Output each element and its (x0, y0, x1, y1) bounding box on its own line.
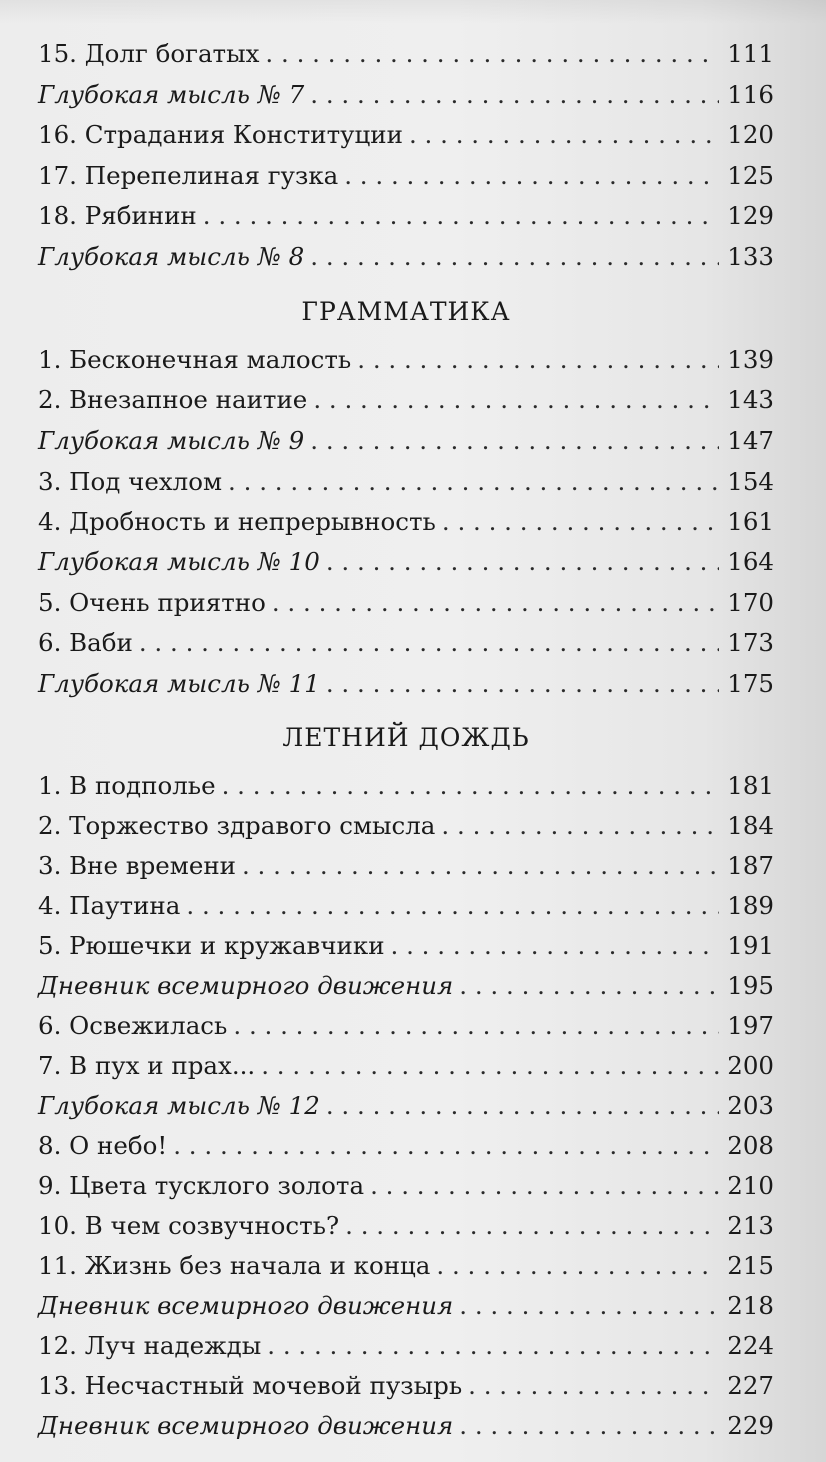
section-heading: ЛЕТНИЙ ДОЖДЬ (282, 723, 530, 752)
section-heading: ГРАММАТИКА (301, 297, 511, 326)
toc-entry-title: 7. В пух и прах... (38, 1051, 256, 1080)
toc-entry (38, 462, 774, 502)
dot-leader (173, 1126, 719, 1166)
dot-leader (442, 502, 719, 542)
toc-entry (38, 340, 774, 380)
dot-leader (310, 75, 719, 115)
dot-leader (203, 196, 719, 236)
toc-entry-page: 154 (727, 467, 774, 496)
toc-entry-page: 111 (727, 39, 774, 68)
toc-entry (38, 806, 774, 846)
toc-entry-page: 120 (727, 120, 774, 149)
dot-leader (370, 1166, 719, 1206)
toc-entry-title: 5. Рюшечки и кружавчики (38, 931, 385, 960)
toc-entry-title: 5. Очень приятно (38, 588, 266, 617)
toc-entry-title: 11. Жизнь без начала и конца (38, 1251, 431, 1280)
toc-entry (38, 421, 774, 461)
dot-leader (310, 237, 719, 277)
toc-entry-title: 18. Рябинин (38, 201, 197, 230)
dot-leader (267, 1326, 719, 1366)
dot-leader (468, 1366, 719, 1406)
toc-entry (38, 502, 774, 542)
toc-entry (38, 583, 774, 623)
toc-entry (38, 846, 774, 886)
toc-entry (38, 34, 774, 74)
toc-entry (38, 623, 774, 663)
dot-leader (345, 1206, 719, 1246)
toc-entry-page: 218 (727, 1291, 774, 1320)
dot-leader (186, 886, 719, 926)
toc-entry-page: 116 (727, 80, 774, 109)
toc-entry (38, 115, 774, 155)
toc-entry-page: 213 (727, 1211, 774, 1240)
toc-entry-page: 133 (727, 242, 774, 271)
toc-entry-title: 4. Дробность и непрерывность (38, 507, 436, 536)
dot-leader (261, 1046, 719, 1086)
toc-entry-title: 6. Освежилась (38, 1011, 228, 1040)
toc-entry (38, 664, 774, 704)
dot-leader (222, 766, 720, 806)
toc-entry-page: 161 (727, 507, 774, 536)
toc-entry-title: Глубокая мысль № 12 (38, 1091, 320, 1120)
toc-entry-title: Глубокая мысль № 7 (38, 80, 305, 109)
toc-entry-title: 2. Внезапное наитие (38, 385, 308, 414)
toc-entry-title: 3. Вне времени (38, 851, 236, 880)
toc-entry (38, 1126, 774, 1166)
dot-leader (272, 583, 719, 623)
dot-leader (344, 156, 719, 196)
toc-entry (38, 886, 774, 926)
toc-entry-page: 210 (727, 1171, 774, 1200)
toc-entry-page: 224 (727, 1331, 774, 1360)
toc-entry-page: 164 (727, 547, 774, 576)
dot-leader (313, 380, 719, 420)
toc-entry-page: 147 (727, 426, 774, 455)
toc-entry (38, 1326, 774, 1366)
dot-leader (139, 623, 719, 663)
toc-entry-page: 187 (727, 851, 774, 880)
toc-entry-title: 1. Бесконечная малость (38, 345, 352, 374)
toc-entry-page: 181 (727, 771, 774, 800)
toc-entry (38, 196, 774, 236)
toc-entry-title: 8. О небо! (38, 1131, 168, 1160)
dot-leader (436, 1246, 719, 1286)
toc-entry-title: 15. Долг богатых (38, 39, 260, 68)
toc-entry-page: 189 (727, 891, 774, 920)
toc-entry (38, 542, 774, 582)
toc-entry-title: 12. Луч надежды (38, 1331, 262, 1360)
toc-entry-page: 195 (727, 971, 774, 1000)
toc-entry (38, 1166, 774, 1206)
toc-entry-title: 2. Торжество здравого смысла (38, 811, 436, 840)
toc-entry-title: 9. Цвета тусклого золота (38, 1171, 365, 1200)
toc-entry-title: 3. Под чехлом (38, 467, 223, 496)
toc-entry (38, 966, 774, 1006)
toc-entry-page: 208 (727, 1131, 774, 1160)
toc-entry-title: 16. Страдания Конституции (38, 120, 403, 149)
dot-leader (326, 1086, 719, 1126)
toc-entry-page: 143 (727, 385, 774, 414)
toc-entry (38, 1286, 774, 1326)
toc-entry-page: 200 (727, 1051, 774, 1080)
toc-entry-title: 6. Ваби (38, 628, 133, 657)
toc-entry (38, 1406, 774, 1446)
toc-entry-page: 215 (727, 1251, 774, 1280)
toc-entry-title: 1. В подполье (38, 771, 216, 800)
toc-entry-title: Глубокая мысль № 8 (38, 242, 305, 271)
toc-entry-title: Дневник всемирного движения (38, 971, 454, 1000)
toc-entry-title: 10. В чем созвучность? (38, 1211, 340, 1240)
dot-leader (326, 664, 719, 704)
toc-entry-page: 125 (727, 161, 774, 190)
toc-entry-page: 191 (727, 931, 774, 960)
toc-entry-page: 129 (727, 201, 774, 230)
toc-entry-title: Глубокая мысль № 11 (38, 669, 320, 698)
dot-leader (228, 462, 719, 502)
toc-entry-title: Глубокая мысль № 10 (38, 547, 320, 576)
dot-leader (459, 1406, 719, 1446)
toc-entry-page: 170 (727, 588, 774, 617)
toc-entry-title: Дневник всемирного движения (38, 1411, 454, 1440)
toc-entry (38, 926, 774, 966)
toc-entry-page: 139 (727, 345, 774, 374)
dot-leader (265, 34, 719, 74)
toc-entry-title: 13. Несчастный мочевой пузырь (38, 1371, 463, 1400)
toc-entry (38, 75, 774, 115)
toc-entry (38, 1206, 774, 1246)
dot-leader (242, 846, 719, 886)
dot-leader (233, 1006, 719, 1046)
dot-leader (391, 926, 720, 966)
toc-entry-page: 203 (727, 1091, 774, 1120)
toc-entry (38, 1046, 774, 1086)
dot-leader (441, 806, 719, 846)
toc-entry (38, 380, 774, 420)
toc-entry-title: 4. Паутина (38, 891, 181, 920)
dot-leader (310, 421, 719, 461)
toc-entry (38, 1366, 774, 1406)
dot-leader (459, 1286, 719, 1326)
toc-entry-page: 184 (727, 811, 774, 840)
toc-entry (38, 156, 774, 196)
toc-entry (38, 237, 774, 277)
dot-leader (326, 542, 719, 582)
toc-entry-title: Дневник всемирного движения (38, 1291, 454, 1320)
toc-entry-page: 175 (727, 669, 774, 698)
toc-entry (38, 766, 774, 806)
toc-entry-page: 173 (727, 628, 774, 657)
toc-entry-page: 229 (727, 1411, 774, 1440)
toc-entry (38, 1086, 774, 1126)
dot-leader (459, 966, 719, 1006)
toc-entry-page: 197 (727, 1011, 774, 1040)
dot-leader (357, 340, 719, 380)
toc-entry (38, 1246, 774, 1286)
toc-entry-title: 17. Перепелиная гузка (38, 161, 339, 190)
dot-leader (409, 115, 719, 155)
toc-entry (38, 1006, 774, 1046)
toc-entry-page: 227 (727, 1371, 774, 1400)
toc-entry-title: Глубокая мысль № 9 (38, 426, 305, 455)
